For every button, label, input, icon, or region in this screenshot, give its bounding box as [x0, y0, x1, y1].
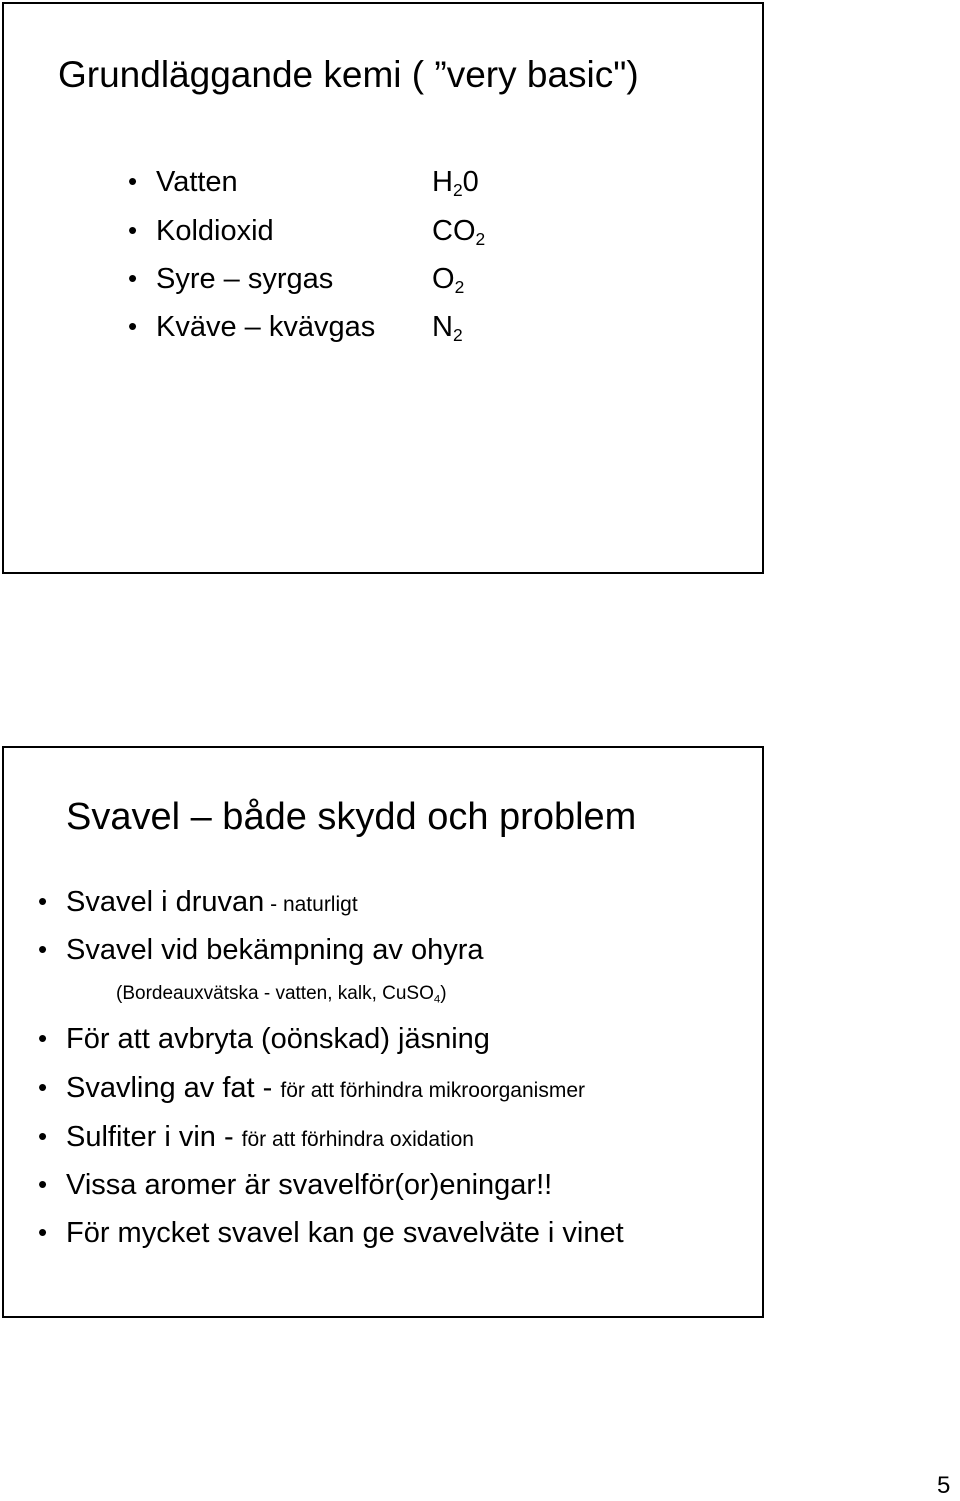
item-label: Kväve – kvävgas — [156, 311, 376, 343]
bullet: • — [128, 263, 138, 293]
list-item: Svavel vid bekämpning av ohyra — [66, 934, 484, 966]
item-label: Syre – syrgas — [156, 263, 334, 295]
page-number: 5 — [937, 1472, 951, 1499]
list-item: Svavling av fat - för att förhindra mikroorganismer — [66, 1072, 585, 1104]
slide-basic-chemistry — [2, 2, 764, 574]
slide-sulfur — [2, 746, 764, 1318]
chemical-formula: $N_2$ — [432, 311, 463, 346]
bullet: • — [38, 1023, 48, 1053]
bullet: • — [38, 1121, 48, 1151]
list-item: För att avbryta (oönskad) jäsning — [66, 1023, 490, 1055]
list-item: För mycket svavel kan ge svavelväte i vinet — [66, 1217, 624, 1249]
slide-title: Svavel – både skydd och problem — [66, 796, 637, 838]
list-item: Svavel i druvan - naturligt — [66, 886, 358, 918]
item-label: Vatten — [156, 166, 238, 198]
bullet: • — [128, 311, 138, 341]
bullet: • — [128, 215, 138, 245]
bullet: • — [38, 1217, 48, 1247]
list-item: Sulfiter i vin - för att förhindra oxidation — [66, 1121, 474, 1153]
bullet: • — [128, 166, 138, 196]
chemical-formula: $H_20$ — [432, 166, 479, 201]
chemical-formula: $O_2$ — [432, 263, 465, 298]
list-item: Vissa aromer är svavelför(or)eningar!! — [66, 1169, 553, 1201]
sub-note: (Bordeauxvätska - vatten, kalk, CuSO$_4$) — [116, 983, 447, 1006]
bullet: • — [38, 886, 48, 916]
item-label: Koldioxid — [156, 215, 274, 247]
bullet: • — [38, 934, 48, 964]
slide-title: Grundläggande kemi ( ”very basic") — [58, 54, 639, 95]
chemical-formula: $CO_2$ — [432, 215, 486, 250]
bullet: • — [38, 1072, 48, 1102]
bullet: • — [38, 1169, 48, 1199]
